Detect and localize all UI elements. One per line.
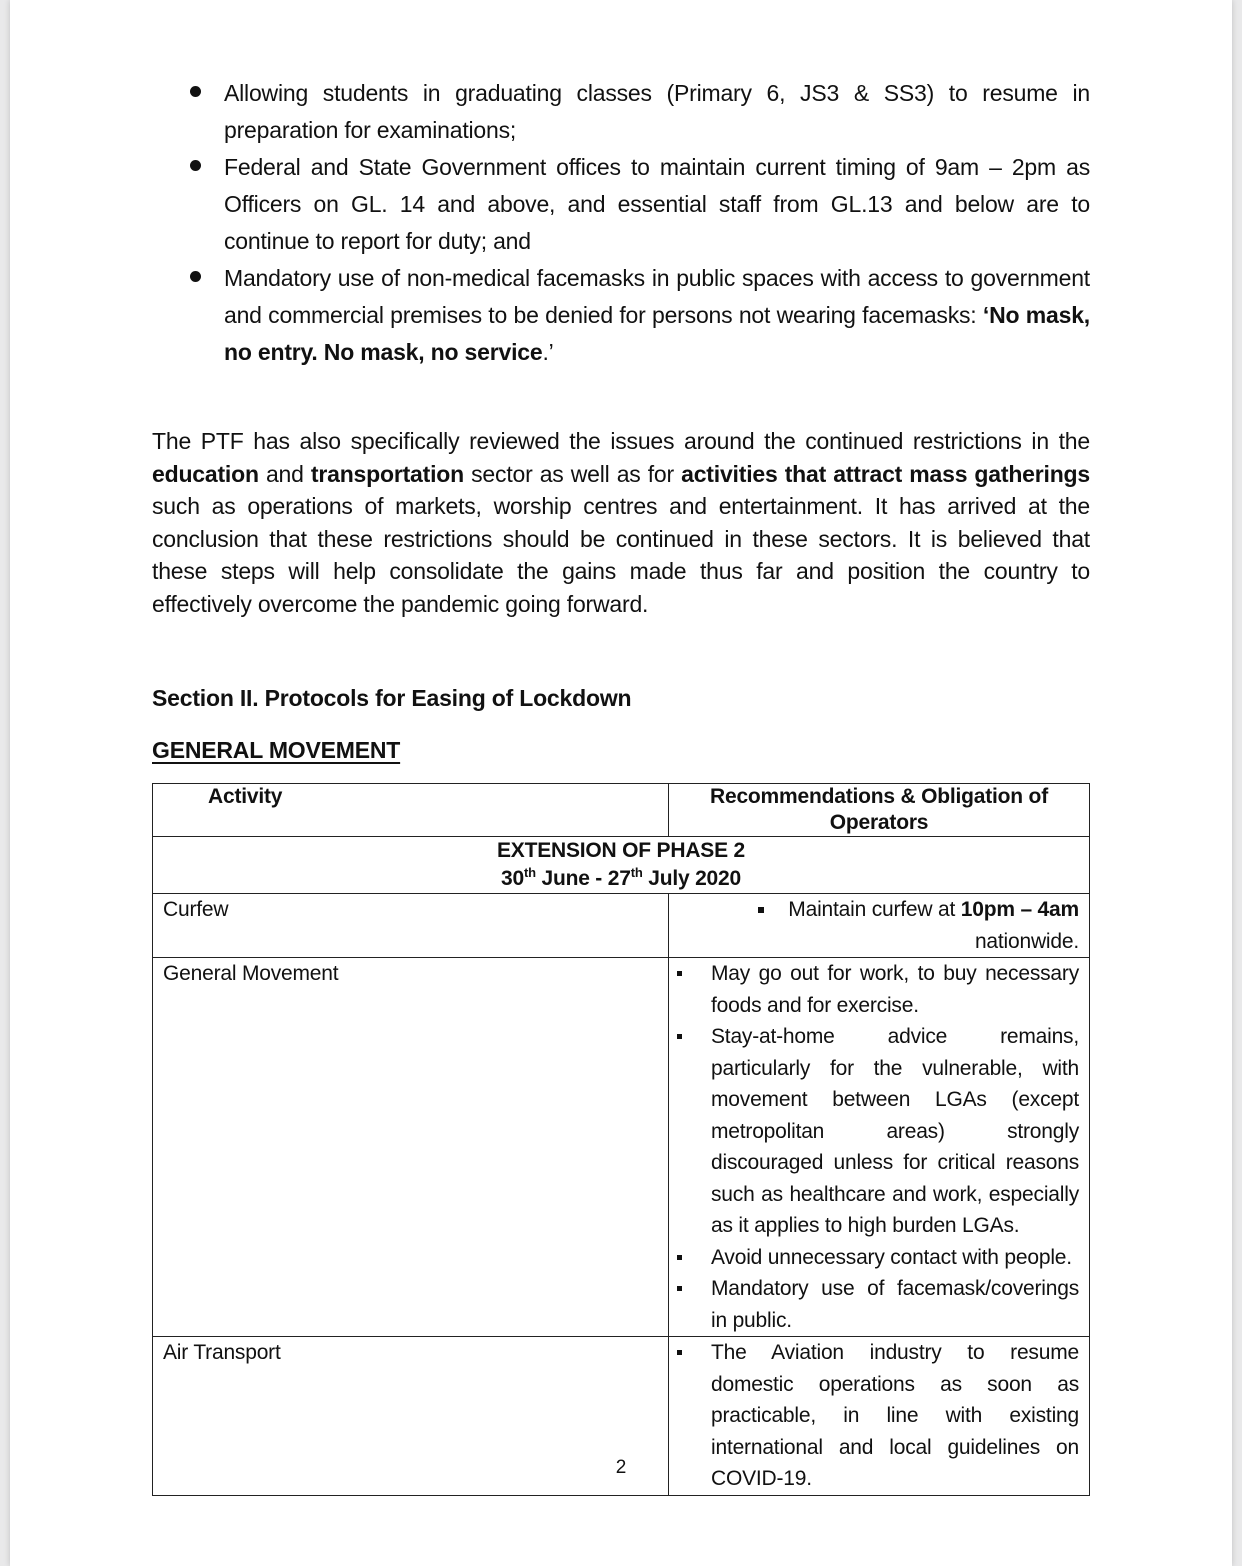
list-item: The Aviation industry to resume domestic operations as soon as practicable, in line with existing international and local guidelines on COVID-19.	[669, 1337, 1089, 1495]
bullet-dot-icon	[190, 86, 201, 97]
bullet-item: Federal and State Government offices to maintain current timing of 9am – 2pm as Officers on GL. 14 and above, and essential staff from GL.13 and below are to continue to report for duty; and	[152, 149, 1090, 260]
bullet-item: Allowing students in graduating classes (Primary 6, JS3 & SS3) to resume in preparation for examinations;	[152, 75, 1090, 149]
recommendation-cell	[669, 958, 1090, 1337]
table-header-row	[153, 784, 1090, 837]
phase-date: 30th June - 27th July 2020	[500, 865, 741, 890]
body-paragraph: The PTF has also specifically reviewed the issues around the continued restrictions in the education and transportation sector as well as for activities that attract mass gatherings such as operations of markets, worship centres and entertainment. It has arrived at the conclusion that these restrictions should be continued in these sectors. It is believed that these steps will help consolidate the gains made thus far and position the country to effectively overcome the pandemic going forward.	[152, 428, 1090, 617]
recommendation-list	[669, 958, 1089, 1336]
activity-cell: Curfew	[153, 894, 669, 958]
section-title: Section II. Protocols for Easing of Lockdown	[152, 685, 632, 711]
header-activity: Activity	[153, 784, 669, 837]
header-recommendations: Recommendations & Obligation of Operators	[669, 784, 1090, 837]
phase-cell	[153, 837, 1090, 894]
bold-slogan: ‘No mask, no entry. No mask, no service	[224, 302, 1090, 365]
bullet-dot-icon	[190, 271, 201, 282]
square-bullet-icon	[677, 971, 682, 976]
activity-cell: Air Transport	[153, 1337, 669, 1496]
square-bullet-icon	[677, 1286, 682, 1291]
bullet-item: Mandatory use of non-medical facemasks in public spaces with access to government and commercial premises to be denied for persons not wearing facemasks: ‘No mask, no entry. No mask, no service.’	[152, 260, 1090, 371]
list-item: May go out for work, to buy necessary foods and for exercise.	[669, 958, 1089, 1021]
list-item: Mandatory use of facemask/coverings in public.	[669, 1273, 1089, 1336]
table-row	[153, 958, 1090, 1337]
bullet-list-block	[152, 75, 1090, 371]
page-number: 2	[615, 1457, 627, 1478]
activity-cell: General Movement	[153, 958, 669, 1337]
table-row	[153, 894, 1090, 958]
bullet-dot-icon	[190, 160, 201, 171]
list-item: Stay-at-home advice remains, particularly for the vulnerable, with movement between LGAs (except metropolitan areas) strongly discouraged unless for critical reasons such as healthcare and work, especially as it applies to high burden LGAs.	[669, 1021, 1089, 1242]
list-item: Avoid unnecessary contact with people.	[669, 1242, 1089, 1274]
phase-title: EXTENSION OF PHASE 2	[496, 839, 746, 862]
general-movement-title: GENERAL MOVEMENT	[152, 737, 401, 763]
square-bullet-icon	[677, 1034, 682, 1039]
bullet-list	[152, 75, 1090, 371]
square-bullet-icon	[677, 1255, 682, 1260]
recommendation-cell: Maintain curfew at 10pm – 4am nationwide.	[669, 894, 1090, 958]
document-page	[10, 0, 1232, 1566]
protocols-table	[152, 783, 1090, 1496]
phase-row	[153, 837, 1090, 894]
square-bullet-icon	[677, 1350, 682, 1355]
square-bullet-icon	[758, 907, 764, 913]
